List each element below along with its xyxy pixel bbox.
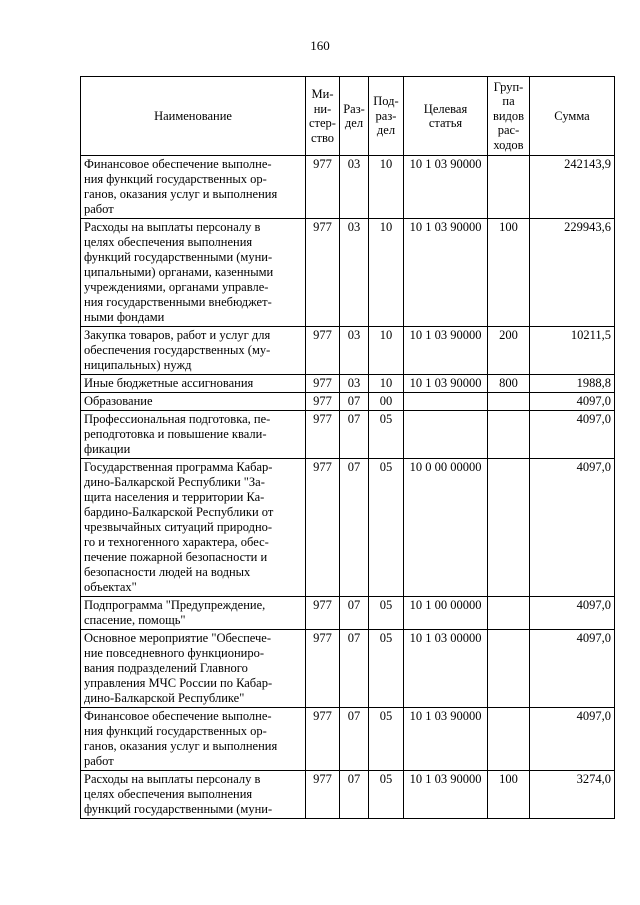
- cell-subsection: 10: [369, 375, 404, 393]
- cell-section: 07: [340, 708, 369, 771]
- cell-target: 10 1 00 00000: [404, 597, 488, 630]
- cell-sum: 10211,5: [530, 327, 615, 375]
- cell-target: 10 1 03 90000: [404, 156, 488, 219]
- cell-name: Профессиональная подготовка, пе- реподготовка и повышение квали- фикации: [81, 411, 306, 459]
- cell-ministry: 977: [306, 219, 340, 327]
- cell-sum: 3274,0: [530, 771, 615, 819]
- table-row: [81, 708, 615, 771]
- cell-target: 10 1 03 90000: [404, 708, 488, 771]
- cell-name: Подпрограмма "Предупреждение, спасение, помощь": [81, 597, 306, 630]
- cell-ministry: 977: [306, 708, 340, 771]
- cell-ministry: 977: [306, 375, 340, 393]
- cell-group: [488, 708, 530, 771]
- cell-ministry: 977: [306, 156, 340, 219]
- cell-name: Закупка товаров, работ и услуг для обеспечения государственных (му- ниципальных) нужд: [81, 327, 306, 375]
- cell-section: 03: [340, 219, 369, 327]
- cell-target: [404, 411, 488, 459]
- cell-name: Образование: [81, 393, 306, 411]
- cell-subsection: 05: [369, 708, 404, 771]
- cell-subsection: 05: [369, 771, 404, 819]
- cell-section: 07: [340, 459, 369, 597]
- page-number: 160: [310, 38, 330, 53]
- cell-sum: 4097,0: [530, 459, 615, 597]
- header-subsection: Под- раз- дел: [369, 77, 404, 156]
- cell-target: 10 1 03 90000: [404, 375, 488, 393]
- cell-target: 10 1 03 90000: [404, 219, 488, 327]
- budget-table: [80, 76, 615, 819]
- table-row: [81, 375, 615, 393]
- cell-group: [488, 459, 530, 597]
- table-row: [81, 771, 615, 819]
- cell-sum: 4097,0: [530, 393, 615, 411]
- header-target: Целевая статья: [404, 77, 488, 156]
- table-row: [81, 411, 615, 459]
- cell-sum: 4097,0: [530, 708, 615, 771]
- table-row: [81, 630, 615, 708]
- cell-section: 07: [340, 393, 369, 411]
- header-row: [81, 77, 615, 156]
- cell-sum: 242143,9: [530, 156, 615, 219]
- cell-name: Финансовое обеспечение выполне- ния функций государственных ор- ганов, оказания услуг и выполнения работ: [81, 708, 306, 771]
- cell-target: 10 1 03 00000: [404, 630, 488, 708]
- cell-subsection: 10: [369, 327, 404, 375]
- cell-subsection: 05: [369, 630, 404, 708]
- cell-group: 200: [488, 327, 530, 375]
- cell-sum: 1988,8: [530, 375, 615, 393]
- header-sum: Сумма: [530, 77, 615, 156]
- cell-subsection: 05: [369, 459, 404, 597]
- cell-group: [488, 393, 530, 411]
- table-body: [81, 156, 615, 819]
- cell-subsection: 10: [369, 219, 404, 327]
- cell-name: Расходы на выплаты персоналу в целях обеспечения выполнения функций государственными (муни-: [81, 771, 306, 819]
- cell-subsection: 00: [369, 393, 404, 411]
- cell-subsection: 05: [369, 597, 404, 630]
- cell-group: 800: [488, 375, 530, 393]
- header-group: Груп- па видов рас- ходов: [488, 77, 530, 156]
- cell-ministry: 977: [306, 393, 340, 411]
- cell-sum: 4097,0: [530, 597, 615, 630]
- cell-ministry: 977: [306, 597, 340, 630]
- table-row: [81, 459, 615, 597]
- header-ministry: Ми- ни- стер- ство: [306, 77, 340, 156]
- cell-ministry: 977: [306, 327, 340, 375]
- cell-group: [488, 630, 530, 708]
- cell-name: Финансовое обеспечение выполне- ния функций государственных ор- ганов, оказания услуг и выполнения работ: [81, 156, 306, 219]
- header-section: Раз- дел: [340, 77, 369, 156]
- table-row: [81, 393, 615, 411]
- cell-group: [488, 156, 530, 219]
- cell-section: 07: [340, 771, 369, 819]
- cell-sum: 229943,6: [530, 219, 615, 327]
- cell-group: 100: [488, 219, 530, 327]
- table-row: [81, 219, 615, 327]
- cell-ministry: 977: [306, 411, 340, 459]
- cell-section: 03: [340, 375, 369, 393]
- table-row: [81, 597, 615, 630]
- cell-target: 10 1 03 90000: [404, 771, 488, 819]
- cell-subsection: 10: [369, 156, 404, 219]
- cell-ministry: 977: [306, 630, 340, 708]
- cell-section: 07: [340, 597, 369, 630]
- header-name: Наименование: [81, 77, 306, 156]
- cell-section: 07: [340, 630, 369, 708]
- cell-target: 10 0 00 00000: [404, 459, 488, 597]
- table-row: [81, 156, 615, 219]
- cell-group: 100: [488, 771, 530, 819]
- cell-name: Государственная программа Кабар- дино-Балкарской Республики "За- щита населения и территории Ка- бардино-Балкарской Республики от чрезвычайных ситуаций природно- го и техногенного характера, обес- печение пожарной безопасности и безопасности людей на водных объектах": [81, 459, 306, 597]
- cell-target: 10 1 03 90000: [404, 327, 488, 375]
- cell-section: 03: [340, 156, 369, 219]
- cell-ministry: 977: [306, 459, 340, 597]
- cell-group: [488, 411, 530, 459]
- cell-sum: 4097,0: [530, 630, 615, 708]
- cell-name: Иные бюджетные ассигнования: [81, 375, 306, 393]
- cell-group: [488, 597, 530, 630]
- table-row: [81, 327, 615, 375]
- cell-section: 03: [340, 327, 369, 375]
- cell-target: [404, 393, 488, 411]
- cell-subsection: 05: [369, 411, 404, 459]
- cell-ministry: 977: [306, 771, 340, 819]
- cell-name: Основное мероприятие "Обеспече- ние повседневного функциониро- вания подразделений Главного управления МЧС России по Кабар- дино-Балкарской Республике": [81, 630, 306, 708]
- cell-name: Расходы на выплаты персоналу в целях обеспечения выполнения функций государственными (муни- ципальными) органами, казенными учреждениями, органами управле- ния государственными внебюджет- ными фондами: [81, 219, 306, 327]
- cell-section: 07: [340, 411, 369, 459]
- cell-sum: 4097,0: [530, 411, 615, 459]
